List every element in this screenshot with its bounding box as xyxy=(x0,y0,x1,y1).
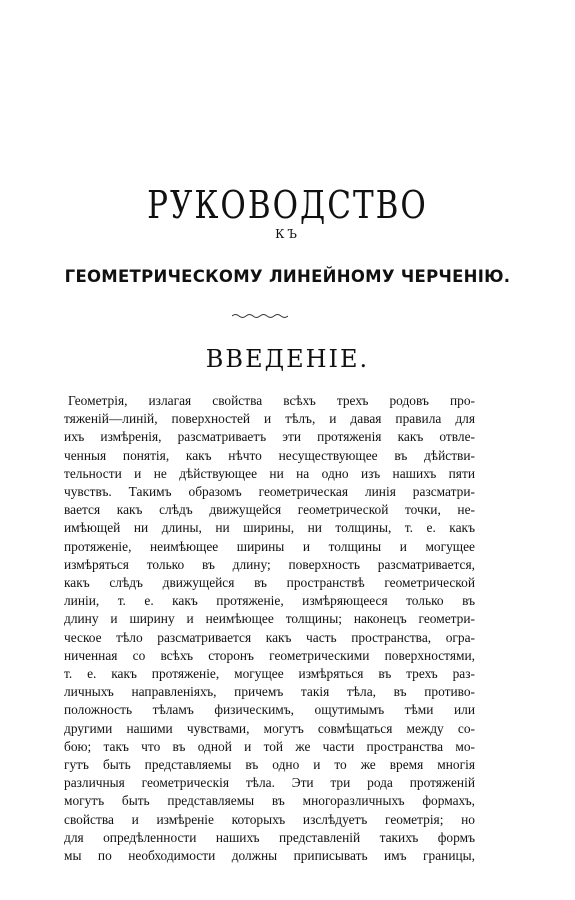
body-line: ческое тѣло разсматривается какъ часть пространства, огра- xyxy=(64,629,475,645)
body-line: могутъ быть представляемы въ многоразличныхъ формахъ, xyxy=(64,793,475,809)
body-line: положность тѣламъ физическимъ, ощутимымъ тѣми или xyxy=(64,702,475,718)
page-title: РУКОВОДСТВО xyxy=(147,183,428,228)
body-paragraph xyxy=(64,392,475,865)
body-line: имѣющей ни длины, ни ширины, ни толщины, т. е. какъ xyxy=(64,520,475,536)
body-line: тяженій—линій, поверхностей и тѣлъ, и давая правила для xyxy=(64,411,475,427)
body-line: измѣряться только въ длину; поверхность разсматривается, xyxy=(64,556,475,572)
page-subtitle: ГЕОМЕТРИЧЕСКОМУ ЛИНЕЙНОМУ ЧЕРЧЕНІЮ. xyxy=(64,267,511,287)
body-line: т. е. какъ протяженіе, могущее измѣряться въ трехъ раз- xyxy=(64,666,475,682)
body-line: ниченная со всѣхъ сторонъ геометрическими поверхностями, xyxy=(64,647,475,663)
body-line: какъ слѣдъ движущейся въ пространствѣ геометрической xyxy=(64,575,475,591)
body-line: гутъ быть представляемы въ одно и то же время многія xyxy=(64,757,475,773)
decorative-wave-rule xyxy=(232,313,288,319)
title-preposition: КЪ xyxy=(275,227,300,241)
body-line: ихъ измѣренія, разсматриваетъ эти протяженія какъ отвле- xyxy=(64,429,475,445)
section-heading: ВВЕДЕНІЕ. xyxy=(205,345,370,373)
body-line: свойства и измѣреніе которыхъ изслѣдуетъ геометрія; но xyxy=(64,811,475,827)
body-line: тельности и не дѣйствующее ни на одно изъ нашихъ пяти xyxy=(64,465,475,481)
body-line: мы по необходимости должны приписывать имъ границы, xyxy=(64,848,475,864)
body-line: бою; такъ что въ одной и той же части пространства мо- xyxy=(64,738,475,754)
body-line: для опредѣленности нашихъ представленій такихъ формъ xyxy=(64,829,475,845)
body-line: личныхъ направленіяхъ, причемъ такія тѣла, въ противо- xyxy=(64,684,475,700)
body-line: длину и ширину и неимѣющее толщины; наконецъ геометри- xyxy=(64,611,475,627)
body-line: различныя геометрическія тѣла. Эти три рода протяженій xyxy=(64,775,475,791)
body-line: протяженіе, неимѣющее ширины и толщины и могущее xyxy=(64,538,475,554)
body-line: Геометрія, излагая свойства всѣхъ трехъ родовъ про- xyxy=(68,393,475,408)
body-line: ченныя понятія, какъ нѣчто несуществующее въ дѣйстви- xyxy=(64,447,475,463)
body-line: чувствъ. Такимъ образомъ геометрическая линія разсматри- xyxy=(64,484,475,500)
body-line: линіи, т. е. какъ протяженіе, измѣряющееся только въ xyxy=(64,593,475,609)
body-line: вается какъ слѣдъ движущейся геометрической точки, не- xyxy=(64,502,475,518)
body-line: другими нашими чувствами, могутъ совмѣщаться между со- xyxy=(64,720,475,736)
